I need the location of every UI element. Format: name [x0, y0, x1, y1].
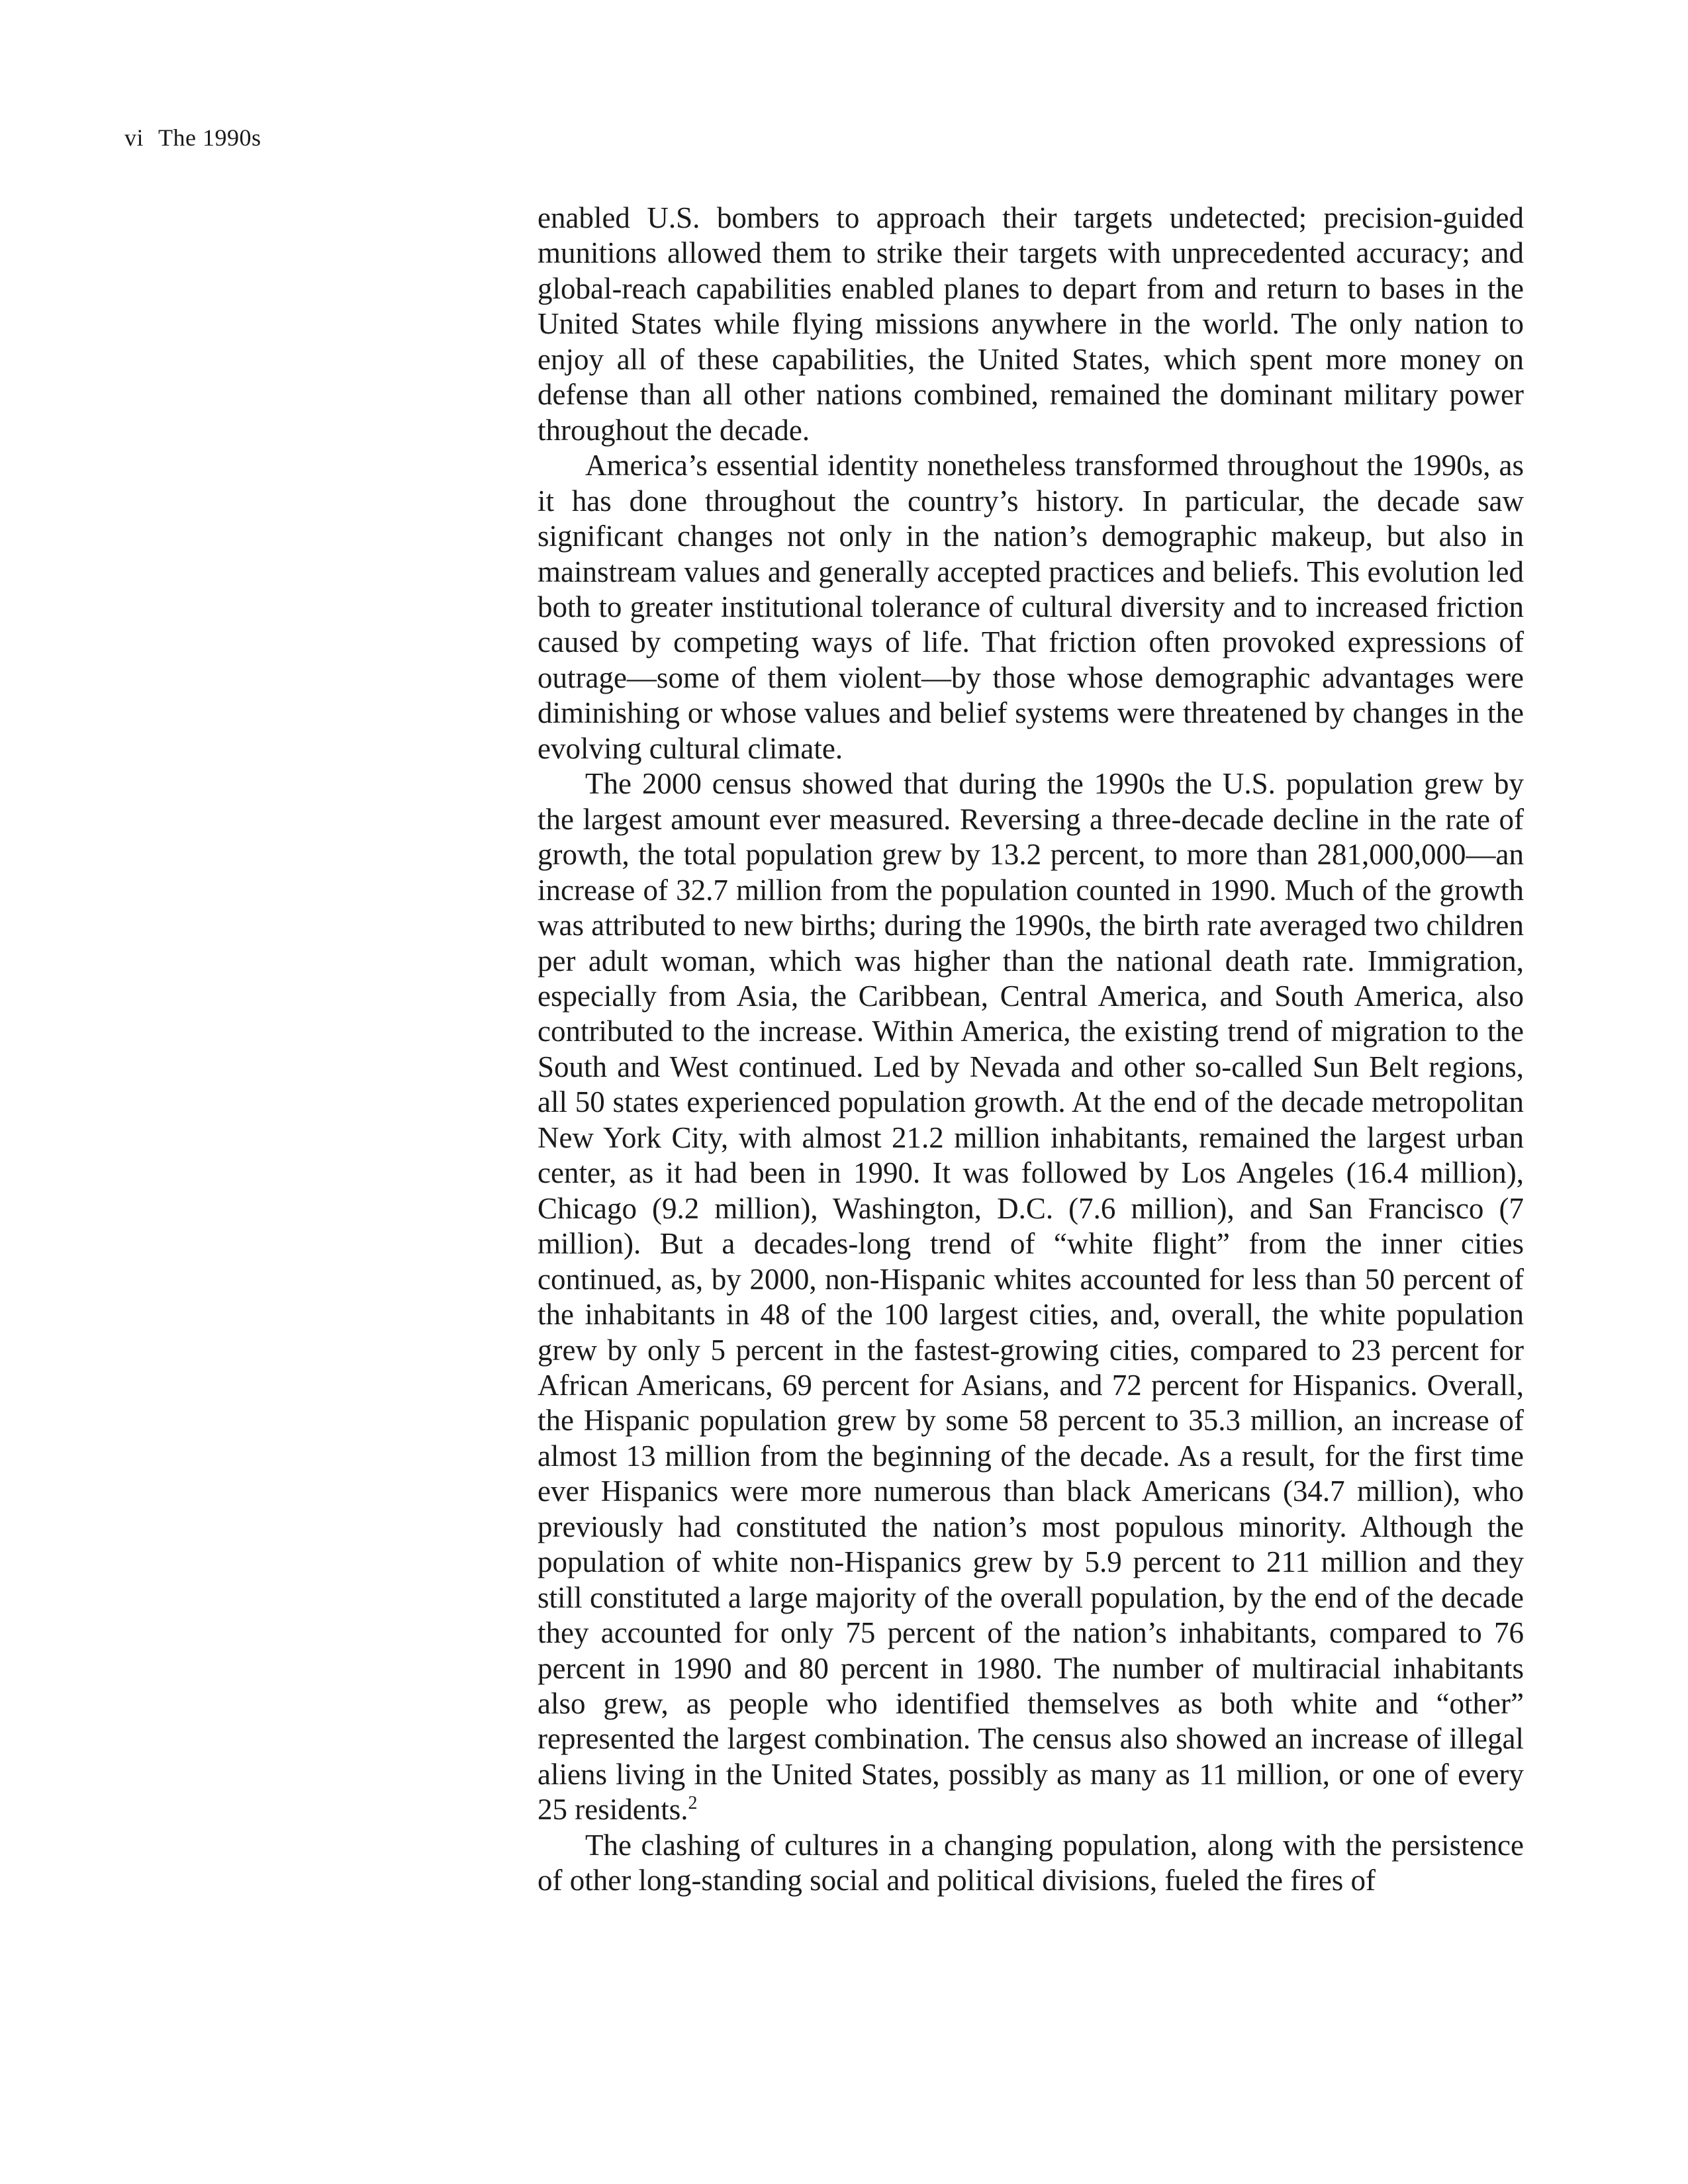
- paragraph-3: [538, 766, 1524, 1828]
- running-head: [124, 126, 261, 150]
- running-head-title: The 1990s: [158, 124, 261, 151]
- paragraph-4: The clashing of cultures in a changing population, along with the persistence of other long-standing social and political divisions, fueled the fires of: [538, 1828, 1524, 1897]
- paragraph-1: enabled U.S. bombers to approach their targets undetected; precision-guided munitions allowed them to strike their targets with unprecedented accuracy; and global-reach capabilities enabled planes to depart from and return to bases in the United States while flying missions anywhere in the world. The only nation to enjoy all of these capabilities, the United States, which spent more money on defense than all other nations combined, remained the dominant military power throughout the decade.: [538, 201, 1524, 447]
- body-text: [538, 201, 1524, 1899]
- paragraph-2: America’s essential identity nonetheless transformed throughout the 1990s, as it has done throughout the country’s history. In particular, the decade saw significant changes not only in the nation’s demographic makeup, but also in mainstream values and generally accepted practices and beliefs. This evolution led both to greater institutional tolerance of cultural diversity and to increased friction caused by competing ways of life. That friction often provoked expressions of outrage—some of them violent—by those whose demographic advantages were diminishing or whose values and belief systems were threatened by changes in the evolving cultural climate.: [538, 449, 1524, 765]
- paragraph-3-text: The 2000 census showed that during the 1990s the U.S. population grew by the largest amount ever measured. Reversing a three-decade decline in the rate of growth, the total population grew by 13.2 percent, to more than 281,000,000—an increase of 32.7 million from the population counted in 1990. Much of the growth was attributed to new births; during the 1990s, the birth rate averaged two children per adult woman, which was higher than the national death rate. Immigration, especially from Asia, the Caribbean, Central America, and South America, also contributed to the increase. Within America, the existing trend of migration to the South and West continued. Led by Nevada and other so-called Sun Belt regions, all 50 states experienced population growth. At the end of the decade metropolitan New York City, with almost 21.2 million inhabitants, remained the largest urban center, as it had been in 1990. It was followed by Los Angeles (16.4 million), Chicago (9.2 million), Washington, D.C. (7.6 million), and San Francisco (7 million). But a decades-long trend of “white flight” from the inner cities continued, as, by 2000, non-Hispanic whites accounted for less than 50 percent of the inhabitants in 48 of the 100 largest cities, and, overall, the white population grew by only 5 percent in the fastest-growing cities, compared to 23 percent for African Americans, 69 percent for Asians, and 72 percent for Hispanics. Overall, the Hispanic population grew by some 58 percent to 35.3 million, an increase of almost 13 million from the beginning of the decade. As a result, for the first time ever Hispanics were more numerous than black Americans (34.7 million), who previously had constituted the nation’s most populous minority. Although the population of white non-Hispanics grew by 5.9 percent to 211 million and they still constituted a large majority of the overall population, by the end of the decade they accounted for only 75 percent of the nation’s inhabitants, compared to 76 percent in 1990 and 80 percent in 1980. The number of multiracial inhabitants also grew, as people who identified themselves as both white and “other” represented the largest combination. The census also showed an increase of illegal aliens living in the United States, possibly as many as 11 million, or one of every 25 residents.: [538, 767, 1524, 1827]
- page-folio: vi: [124, 124, 144, 151]
- footnote-reference[interactable]: 2: [688, 1793, 698, 1814]
